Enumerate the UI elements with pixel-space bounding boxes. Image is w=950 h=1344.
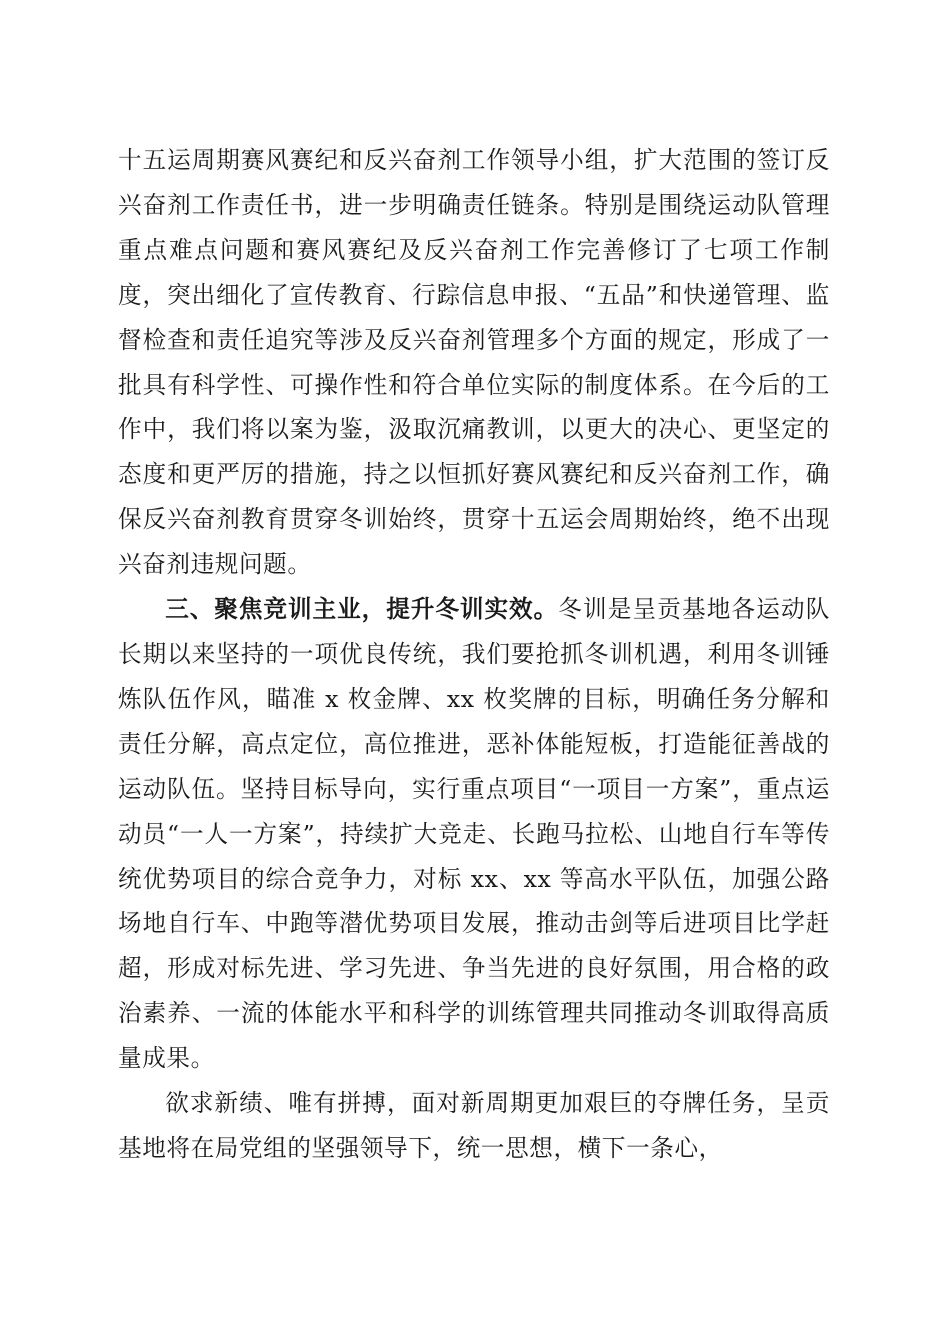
paragraph-closing: 欲求新绩、唯有拼搏，面对新周期更加艰巨的夺牌任务，呈贡基地将在局党组的坚强领导下，统一思想，横下一条心，: [118, 1089, 830, 1162]
paragraph-section-three: [118, 587, 830, 1081]
section-heading: 三、聚焦竞训主业，提升冬训实效。: [165, 595, 559, 624]
paragraph-continuation: 十五运周期赛风赛纪和反兴奋剂工作领导小组，扩大范围的签订反兴奋剂工作责任书，进一步明确责任链条。特别是围绕运动队管理重点难点问题和赛风赛纪及反兴奋剂工作完善修订了七项工作制度，突出细化了宣传教育、行踪信息申报、“五品”和快递管理、监督检查和责任追究等涉及反兴奋剂管理多个方面的规定，形成了一批具有科学性、可操作性和符合单位实际的制度体系。在今后的工作中，我们将以案为鉴，汲取沉痛教训，以更大的决心、更坚定的态度和更严厉的措施，持之以恒抓好赛风赛纪和反兴奋剂工作，确保反兴奋剂教育贯穿冬训始终，贯穿十五运会周期始终，绝不出现兴奋剂违规问题。: [118, 146, 830, 579]
document-body: [118, 138, 830, 1171]
section-three-body: 冬训是呈贡基地各运动队长期以来坚持的一项优良传统，我们要抢抓冬训机遇，利用冬训锤炼队伍作风，瞄准 x 枚金牌、xx 枚奖牌的目标，明确任务分解和责任分解，高点定位，高位推进，恶补体能短板，打造能征善战的运动队伍。坚持目标导向，实行重点项目“一项目一方案”，重点运动员“一人一方案”，持续扩大竞走、长跑马拉松、山地自行车等传统优势项目的综合竞争力，对标 xx、xx 等高水平队伍，加强公路场地自行车、中跑等潜优势项目发展，推动击剑等后进项目比学赶超，形成对标先进、学习先进、争当先进的良好氛围，用合格的政治素养、一流的体能水平和科学的训练管理共同推动冬训取得高质量成果。: [118, 595, 830, 1073]
